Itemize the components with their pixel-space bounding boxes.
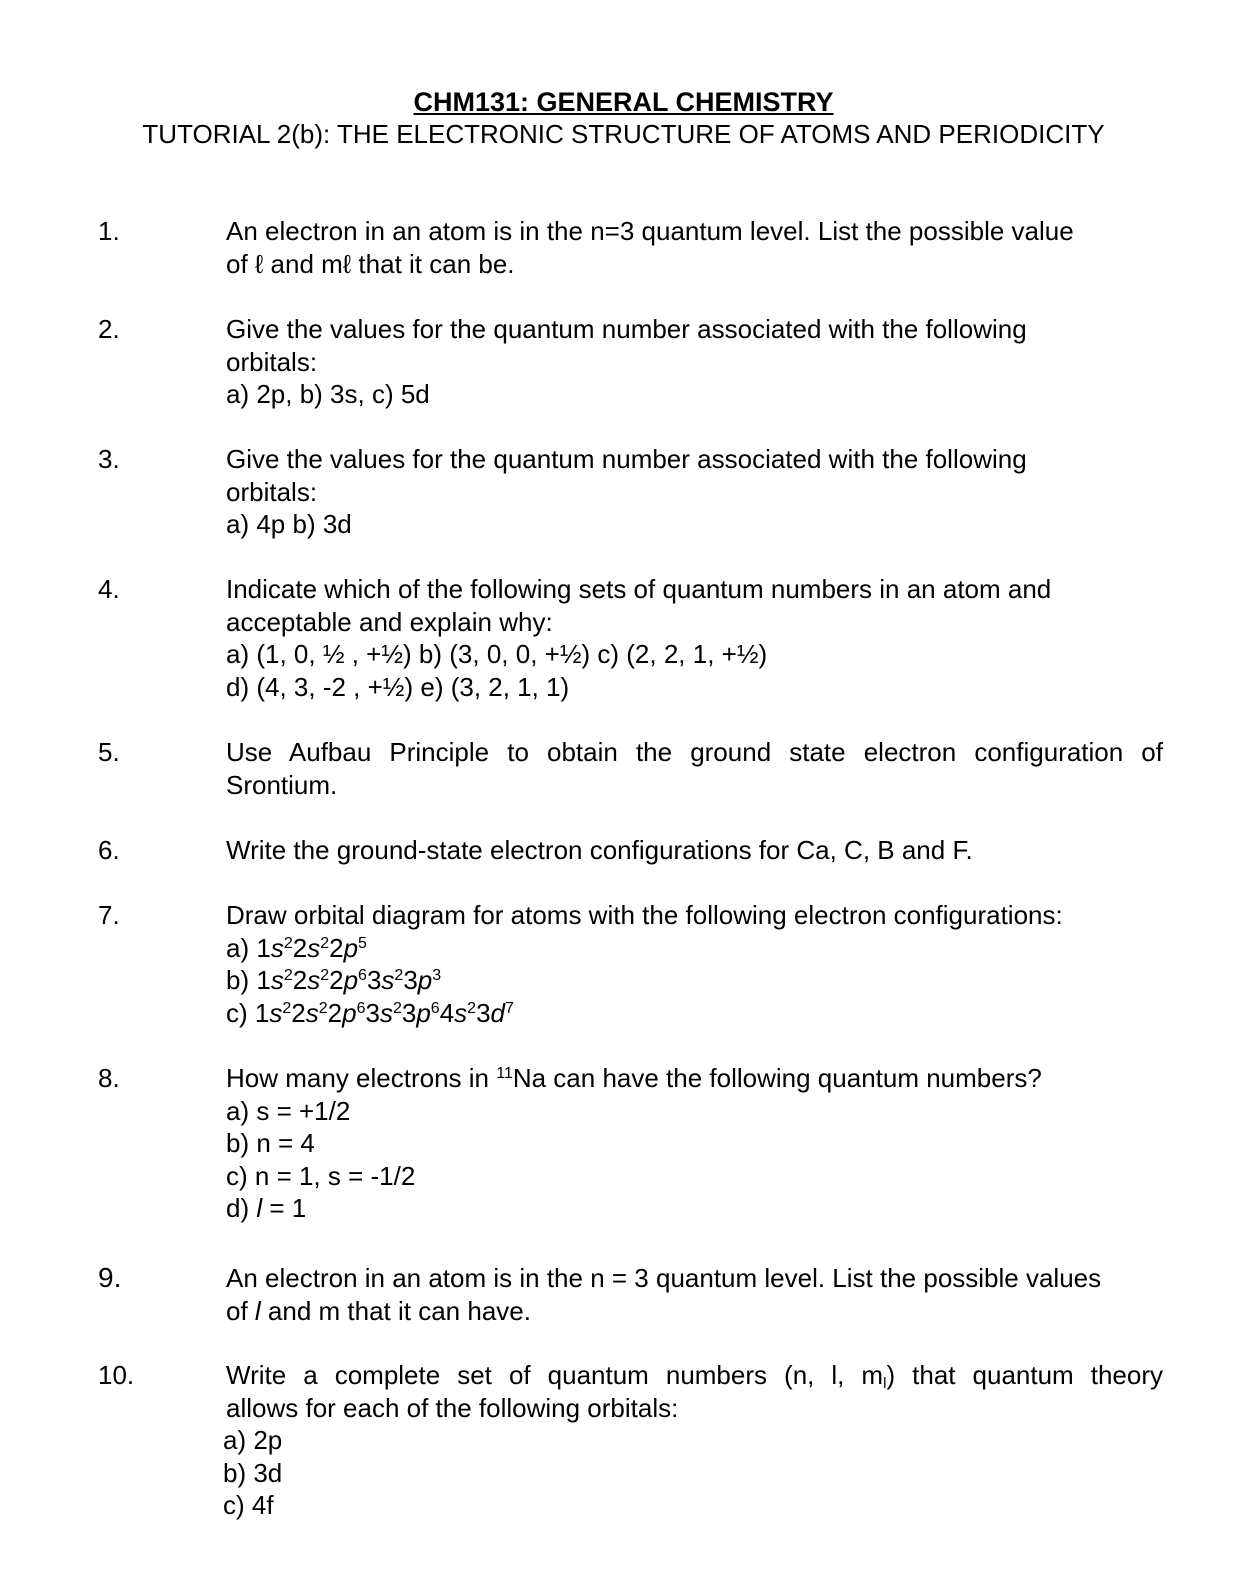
question-option: a) 2p (223, 1425, 283, 1455)
question-options: d) (4, 3, -2 , +½) e) (3, 2, 1, 1) (226, 671, 570, 702)
question-options: a) 2p, b) 3s, c) 5d (226, 379, 430, 409)
question-option: b) n = 4 (226, 1128, 315, 1158)
question-text: orbitals: (226, 346, 318, 377)
question-number: 7. (98, 900, 120, 930)
electron-configuration: a) $1s^22s^22p^5$ (226, 932, 367, 963)
question-text: Give the values for the quantum number associated with the following (226, 444, 1027, 474)
question-text: An electron in an atom is in the n=3 quantum level. List the possible value (226, 216, 1074, 246)
page-subtitle: TUTORIAL 2(b): THE ELECTRONIC STRUCTURE OF ATOMS AND PERIODICITY (142, 119, 1105, 149)
question-text: Write a complete set of quantum numbers (n, l, $m_l$) that quantum theory (226, 1360, 1164, 1392)
question-number: 9. (98, 1262, 122, 1293)
question-text: of l and m that it can have. (226, 1295, 531, 1326)
question-text: How many electrons in $^{11}$Na can have the following quantum numbers? (226, 1063, 1042, 1093)
question-options: a) (1, 0, ½ , +½) b) (3, 0, 0, +½) c) (2, 2, 1, +½) (226, 639, 768, 669)
question-number: 6. (98, 835, 120, 865)
question-text: Use Aufbau Principle to obtain the ground state electron configuration of (226, 737, 1163, 767)
question-number: 5. (98, 737, 120, 767)
question-text: acceptable and explain why: (226, 606, 553, 637)
question-number: 10. (98, 1360, 135, 1390)
question-number: 1. (98, 216, 120, 246)
question-option: a) s = +1/2 (226, 1095, 351, 1126)
question-text: of ℓ and mℓ that it can be. (226, 248, 515, 279)
question-option: c) 4f (223, 1490, 274, 1520)
question-option: c) n = 1, s = -1/2 (226, 1160, 416, 1191)
question-text: An electron in an atom is in the n = 3 quantum level. List the possible values (226, 1263, 1102, 1293)
question-option: b) 3d (223, 1457, 283, 1488)
question-number: 3. (98, 444, 120, 474)
electron-configuration-list (226, 932, 1163, 1030)
question-number: 4. (98, 574, 120, 604)
question-text: orbitals: (226, 476, 318, 507)
question-number: 2. (98, 314, 120, 344)
electron-configuration: c) $1s^22s^22p^63s^23p^64s^23d^7$ (226, 997, 514, 1028)
question-text: allows for each of the following orbitals: (226, 1392, 679, 1423)
question-options: a) 4p b) 3d (226, 509, 352, 539)
question-text: Write the ground-state electron configurations for Ca, C, B and F. (226, 835, 973, 865)
question-option: d) l = 1 (226, 1193, 307, 1223)
mass-number: 11 (496, 1065, 513, 1082)
question-text: Draw orbital diagram for atoms with the following electron configurations: (226, 900, 1063, 930)
question-number: 8. (98, 1063, 120, 1093)
page-title: CHM131: GENERAL CHEMISTRY (413, 87, 834, 117)
question-text: Srontium. (226, 769, 338, 800)
question-text: Indicate which of the following sets of quantum numbers in an atom and (226, 574, 1052, 604)
electron-configuration: b) $1s^22s^22p^63s^23p^3$ (226, 965, 442, 995)
question-text: Give the values for the quantum number associated with the following (226, 314, 1027, 344)
